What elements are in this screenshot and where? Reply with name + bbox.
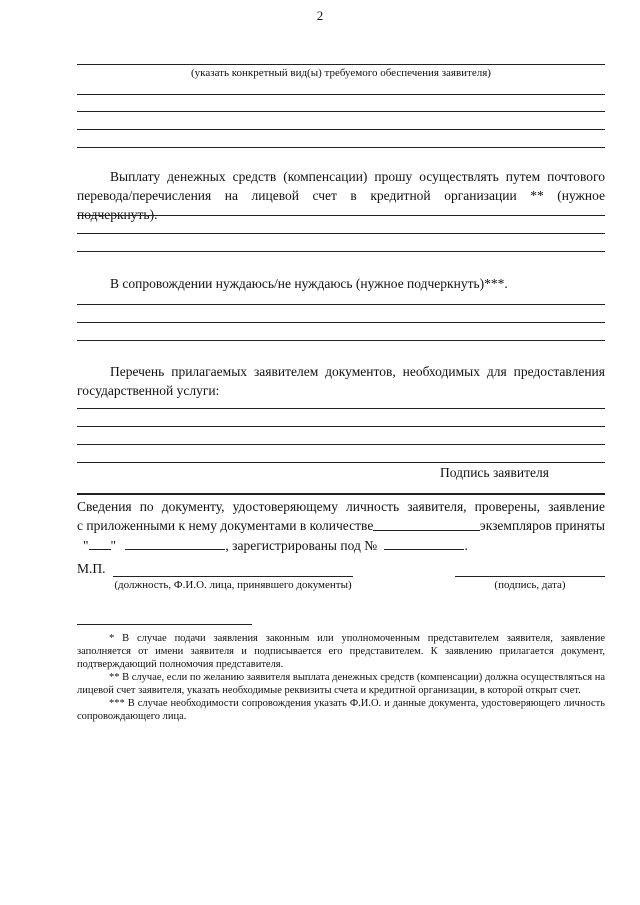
- support-line-4[interactable]: [77, 147, 605, 148]
- escort-line-3[interactable]: [77, 340, 605, 341]
- documents-line-4[interactable]: [77, 462, 605, 463]
- registration-number-field[interactable]: [384, 535, 464, 550]
- copies-count-field[interactable]: [373, 516, 480, 531]
- day-field[interactable]: [89, 535, 111, 550]
- page-number: 2: [316, 8, 324, 23]
- copies-accepted-text: экземпляров приняты: [479, 518, 605, 533]
- documents-line-1[interactable]: [77, 408, 605, 409]
- escort-line-2[interactable]: [77, 322, 605, 323]
- payment-line-1[interactable]: [77, 215, 605, 216]
- footnotes: [77, 632, 605, 723]
- verification-line-2: [77, 516, 605, 535]
- registration-period: .: [464, 538, 468, 553]
- support-line-2[interactable]: [77, 111, 605, 112]
- official-signature-line[interactable]: [455, 576, 605, 577]
- footnote-2: ** В случае, если по желанию заявителя выплата денежных средств (компенсации) должна осуществляться на лицевой счет заявителя, указать необходимые реквизиты счета и кредитной организации, в которой открыт счет.: [77, 672, 605, 696]
- documents-paragraph: Перечень прилагаемых заявителем документов, необходимых для предоставления государственной услуги:: [77, 364, 605, 398]
- quote-open: ": [83, 538, 89, 553]
- official-position-line[interactable]: [113, 576, 353, 577]
- support-line-1[interactable]: [77, 94, 605, 95]
- quote-close: ": [110, 538, 117, 553]
- payment-paragraph: Выплату денежных средств (компенсации) прошу осуществлять путем почтового перевода/перечисления на лицевой счет в кредитной организации ** (нужное подчеркнуть).: [77, 169, 605, 222]
- stamp-place-label: М.П.: [77, 561, 106, 576]
- applicant-signature-label: Подпись заявителя: [440, 465, 549, 480]
- registered-text: , зарегистрированы под №: [225, 538, 378, 553]
- verification-line-3: [77, 535, 605, 555]
- month-year-field[interactable]: [125, 535, 225, 550]
- verification-divider: [77, 493, 605, 495]
- escort-line-1[interactable]: [77, 304, 605, 305]
- support-type-line[interactable]: [77, 64, 605, 65]
- support-type-caption: (указать конкретный вид(ы) требуемого обеспечения заявителя): [191, 67, 491, 79]
- official-position-caption: (должность, Ф.И.О. лица, принявшего документы): [114, 579, 352, 591]
- support-line-3[interactable]: [77, 129, 605, 130]
- verification-block: [77, 497, 605, 555]
- verification-line-1: Сведения по документу, удостоверяющему личность заявителя, проверены, заявление: [77, 499, 605, 514]
- footnote-3: *** В случае необходимости сопровождения указать Ф.И.О. и данные документа, удостоверяющего личность сопровождающего лица.: [77, 698, 605, 722]
- copies-text: с приложенными к нему документами в количестве: [77, 518, 374, 533]
- footnote-1: * В случае подачи заявления законным или уполномоченным представителем заявителя, заявление заполняется от имени заявителя и подписывается его представителем. К заявлению прилагается документ, подтверждающий полномочия представителя.: [77, 633, 605, 670]
- escort-paragraph: В сопровождении нуждаюсь/не нуждаюсь (нужное подчеркнуть)***.: [110, 276, 508, 291]
- official-signature-caption: (подпись, дата): [494, 579, 566, 591]
- payment-line-2[interactable]: [77, 233, 605, 234]
- documents-line-3[interactable]: [77, 444, 605, 445]
- documents-line-2[interactable]: [77, 426, 605, 427]
- footnote-separator: [77, 624, 252, 625]
- payment-line-3[interactable]: [77, 251, 605, 252]
